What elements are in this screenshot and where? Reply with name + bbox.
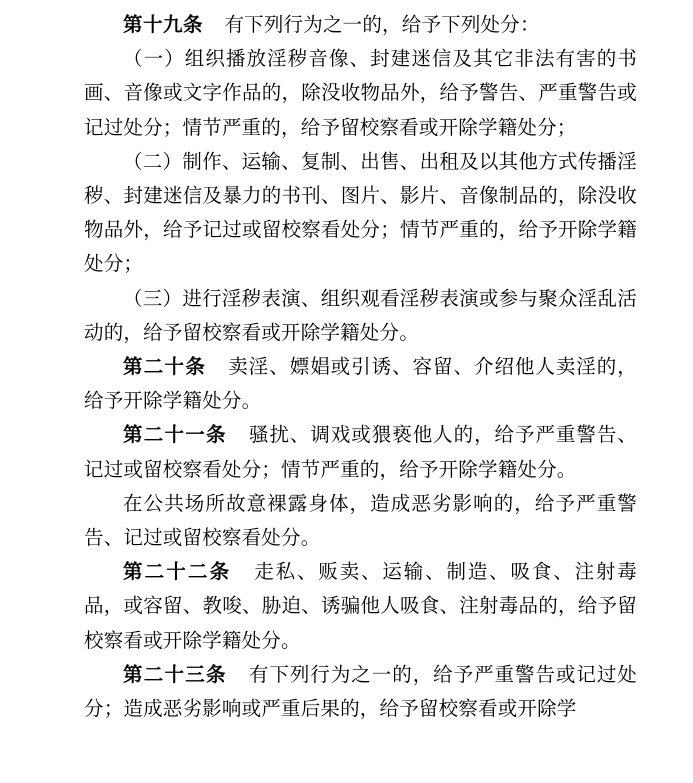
article-text: 卖淫、嫖娼或引诱、容留、介绍他人卖淫的，给予开除学籍处分。 — [84, 355, 637, 413]
paragraph-article — [84, 418, 637, 486]
article-heading: 第十九条 — [123, 13, 204, 36]
article-text: 骚扰、调戏或猥亵他人的，给予严重警告、记过或留校察看处分；情节严重的，给予开除学籍处分。 — [84, 423, 637, 481]
paragraph-article — [84, 350, 637, 418]
article-heading: 第二十一条 — [123, 423, 227, 447]
article-heading: 第二十条 — [123, 355, 207, 379]
article-heading: 第二十二条 — [123, 560, 232, 584]
article-text: 走私、贩卖、运输、制造、吸食、注射毒品，或容留、教唆、胁迫、诱骗他人吸食、注射毒品的，给予留校察看或开除学籍处分。 — [84, 560, 637, 652]
paragraph-item: （一）组织播放淫秽音像、封建迷信及其它非法有害的书画、音像或文字作品的，除没收物品外，给予警告、严重警告或记过处分；情节严重的，给予留校察看或开除学籍处分； — [84, 47, 637, 139]
paragraph-article — [84, 8, 637, 42]
paragraph-article — [84, 555, 637, 658]
article-text: 有下列行为之一的，给予下列处分： — [224, 13, 540, 36]
paragraph-body: 在公共场所故意裸露身体，造成恶劣影响的，给予严重警告、记过或留校察看处分。 — [84, 491, 637, 550]
paragraph-item: （二）制作、运输、复制、出售、出租及以其他方式传播淫秽、封建迷信及暴力的书刊、图片、影片、音像制品的，除没收物品外，给予记过或留校察看处分；情节严重的，给予开除学籍处分； — [84, 149, 637, 276]
article-heading: 第二十三条 — [123, 662, 227, 686]
paragraph-item: （三）进行淫秽表演、组织观看淫秽表演或参与聚众淫乱活动的，给予留校察看或开除学籍处分。 — [84, 286, 637, 344]
paragraph-article — [84, 658, 637, 726]
article-text: 有下列行为之一的，给予严重警告或记过处分；造成恶劣影响或严重后果的，给予留校察看或开除学 — [84, 662, 637, 721]
